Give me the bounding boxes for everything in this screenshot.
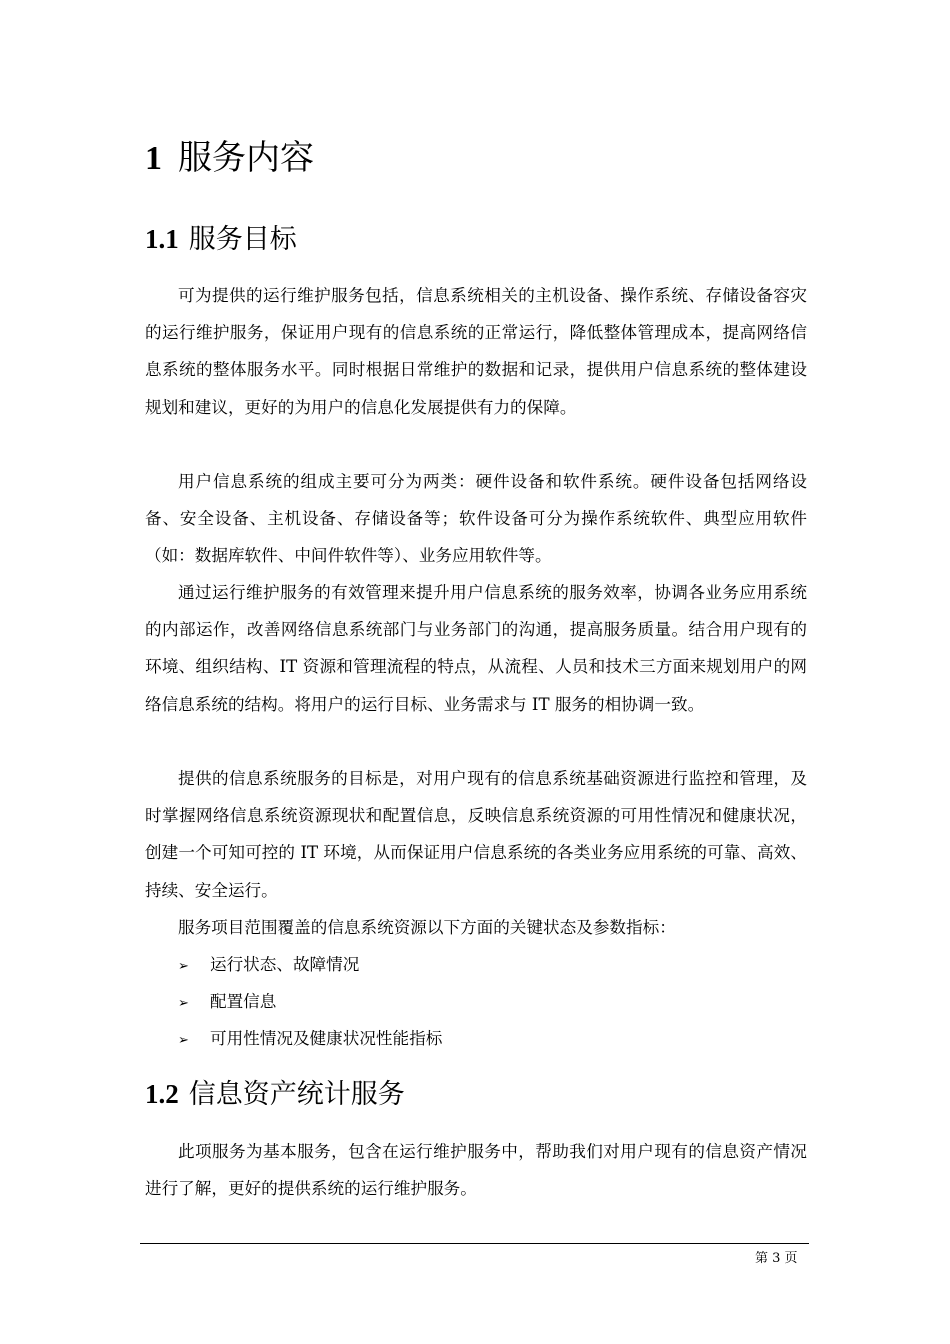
bullet-item bbox=[178, 983, 276, 1022]
paragraph: 服务项目范围覆盖的信息系统资源以下方面的关键状态及参数指标： bbox=[178, 918, 676, 937]
section-heading-1-2 bbox=[145, 1077, 405, 1112]
page-number: 第 3 页 bbox=[755, 1251, 798, 1266]
section-heading-1-1 bbox=[145, 222, 297, 257]
paragraph: 可为提供的运行维护服务包括，信息系统相关的主机设备、操作系统、存储设备容灾的运行维护服务，保证用户现有的信息系统的正常运行，降低整体管理成本，提高网络信息系统的整体服务水平。同时根据日常维护的数据和记录，提供用户信息系统的整体建设规划和建议，更好的为用户的信息化发展提供有力的保障。 bbox=[145, 286, 807, 417]
bullet-text: 运行状态、故障情况 bbox=[210, 955, 360, 974]
arrow-bullet-icon: ➢ bbox=[178, 996, 189, 1011]
section-title: 信息资产统计服务 bbox=[188, 1079, 405, 1110]
section-number: 1.2 bbox=[145, 1079, 179, 1109]
footer-divider bbox=[140, 1243, 809, 1244]
paragraph: 此项服务为基本服务，包含在运行维护服务中，帮助我们对用户现有的信息资产情况进行了解，更好的提供系统的运行维护服务。 bbox=[145, 1142, 807, 1199]
paragraph: 提供的信息系统服务的目标是，对用户现有的信息系统基础资源进行监控和管理，及时掌握网络信息系统资源现状和配置信息，反映信息系统资源的可用性情况和健康状况，创建一个可知可控的 IT 环境，从而保证用户信息系统的各类业务应用系统的可靠、高效、持续、安全运行。 bbox=[145, 769, 807, 900]
paragraph: 用户信息系统的组成主要可分为两类：硬件设备和软件系统。硬件设备包括网络设备、安全设备、主机设备、存储设备等；软件设备可分为操作系统软件、典型应用软件（如：数据库软件、中间件软件等）、业务应用软件等。 bbox=[145, 472, 807, 566]
section-number: 1.1 bbox=[145, 224, 179, 254]
section-heading-1 bbox=[145, 138, 314, 179]
paragraph: 通过运行维护服务的有效管理来提升用户信息系统的服务效率，协调各业务应用系统的内部运作，改善网络信息系统部门与业务部门的沟通，提高服务质量。结合用户现有的环境、组织结构、IT 资源和管理流程的特点，从流程、人员和技术三方面来规划用户的网络信息系统的结构。将用户的运行目标、业务需求与 IT 服务的相协调一致。 bbox=[145, 583, 807, 714]
bullet-text: 配置信息 bbox=[210, 992, 277, 1011]
bullet-item bbox=[178, 1020, 442, 1059]
arrow-bullet-icon: ➢ bbox=[178, 1033, 189, 1048]
bullet-item bbox=[178, 946, 359, 985]
section-number: 1 bbox=[145, 140, 162, 177]
bullet-text: 可用性情况及健康状况性能指标 bbox=[210, 1029, 443, 1048]
section-title: 服务内容 bbox=[178, 138, 314, 178]
arrow-bullet-icon: ➢ bbox=[178, 959, 189, 974]
section-title: 服务目标 bbox=[188, 224, 297, 255]
